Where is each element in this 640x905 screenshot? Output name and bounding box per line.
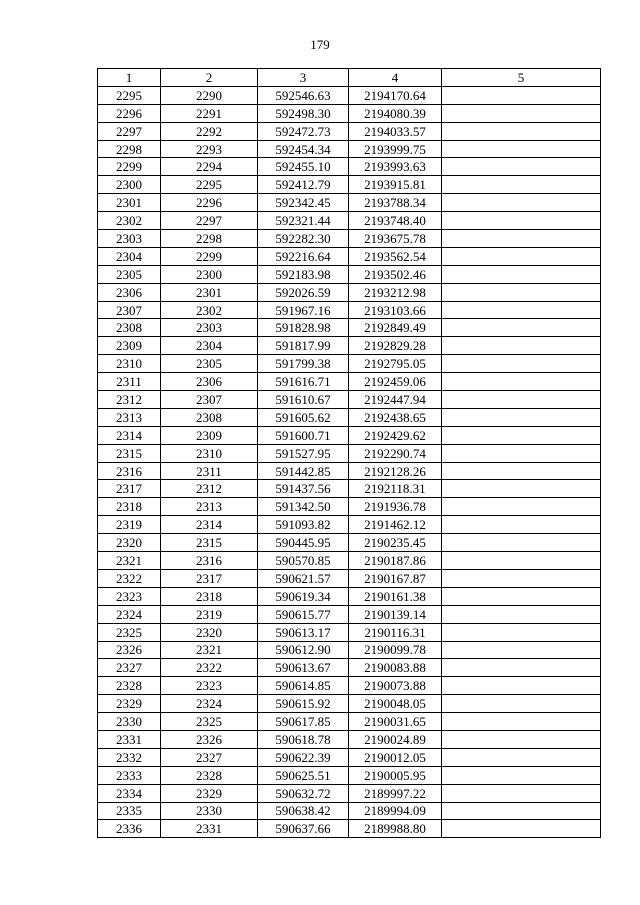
table-cell: 2316	[98, 462, 161, 480]
table-cell: 2193502.46	[349, 265, 442, 283]
table-cell: 2298	[161, 230, 258, 248]
table-row	[98, 766, 601, 784]
table-cell: 590570.85	[258, 552, 349, 570]
table-row	[98, 355, 601, 373]
table-cell	[442, 337, 601, 355]
header-cell: 5	[442, 69, 601, 87]
table-cell: 2190024.89	[349, 730, 442, 748]
table-cell: 2190187.86	[349, 552, 442, 570]
table-cell: 2327	[161, 748, 258, 766]
table-cell: 2320	[161, 623, 258, 641]
table-cell: 2302	[161, 301, 258, 319]
table-row	[98, 641, 601, 659]
table-row	[98, 516, 601, 534]
table-cell: 591093.82	[258, 516, 349, 534]
table-cell: 2192438.65	[349, 408, 442, 426]
table-row	[98, 212, 601, 230]
table-cell	[442, 677, 601, 695]
table-cell: 592472.73	[258, 122, 349, 140]
table-cell: 2325	[161, 713, 258, 731]
table-cell: 2299	[161, 247, 258, 265]
table-cell: 590637.66	[258, 820, 349, 838]
table-cell: 590614.85	[258, 677, 349, 695]
table-cell: 591799.38	[258, 355, 349, 373]
table-cell: 590625.51	[258, 766, 349, 784]
table-cell: 2310	[161, 444, 258, 462]
table-cell: 2334	[98, 784, 161, 802]
table-cell: 2192447.94	[349, 391, 442, 409]
table-cell: 590613.17	[258, 623, 349, 641]
table-cell	[442, 623, 601, 641]
table-cell: 2319	[161, 605, 258, 623]
table-cell: 2336	[98, 820, 161, 838]
table-cell: 2323	[98, 587, 161, 605]
table-cell	[442, 373, 601, 391]
table-cell: 2313	[98, 408, 161, 426]
table-cell: 590445.95	[258, 534, 349, 552]
table-row	[98, 194, 601, 212]
table-row	[98, 158, 601, 176]
table-row	[98, 569, 601, 587]
table-cell	[442, 802, 601, 820]
table-cell: 592321.44	[258, 212, 349, 230]
table-cell: 2300	[98, 176, 161, 194]
table-cell: 2303	[161, 319, 258, 337]
table-cell: 590615.77	[258, 605, 349, 623]
table-cell	[442, 552, 601, 570]
table-cell: 591527.95	[258, 444, 349, 462]
table-cell: 2193212.98	[349, 283, 442, 301]
table-cell: 2329	[161, 784, 258, 802]
table-cell	[442, 426, 601, 444]
table-cell: 2297	[161, 212, 258, 230]
table-row	[98, 480, 601, 498]
table-cell: 590618.78	[258, 730, 349, 748]
table-cell: 2309	[161, 426, 258, 444]
table-cell: 2189994.09	[349, 802, 442, 820]
table-cell: 592026.59	[258, 283, 349, 301]
table-cell: 2190005.95	[349, 766, 442, 784]
header-cell: 3	[258, 69, 349, 87]
table-cell: 2190083.88	[349, 659, 442, 677]
table-cell	[442, 247, 601, 265]
table-cell: 590632.72	[258, 784, 349, 802]
table-cell: 2330	[161, 802, 258, 820]
table-row	[98, 319, 601, 337]
table-cell	[442, 212, 601, 230]
table-row	[98, 86, 601, 104]
table-cell: 2194170.64	[349, 86, 442, 104]
table-cell: 592216.64	[258, 247, 349, 265]
table-row	[98, 730, 601, 748]
table-cell: 592498.30	[258, 104, 349, 122]
table-body	[98, 86, 601, 837]
table-cell: 2193788.34	[349, 194, 442, 212]
table-cell: 590619.34	[258, 587, 349, 605]
table-cell: 590638.42	[258, 802, 349, 820]
table-cell: 2335	[98, 802, 161, 820]
table-cell: 590613.67	[258, 659, 349, 677]
table-cell: 2304	[98, 247, 161, 265]
table-cell: 2192118.31	[349, 480, 442, 498]
table-cell: 2327	[98, 659, 161, 677]
table-cell: 590621.57	[258, 569, 349, 587]
table-cell	[442, 730, 601, 748]
table-cell: 2194080.39	[349, 104, 442, 122]
page-number: 179	[310, 37, 330, 52]
table-cell: 2326	[161, 730, 258, 748]
table-cell: 2301	[161, 283, 258, 301]
table-cell: 2193915.81	[349, 176, 442, 194]
table-cell: 2307	[161, 391, 258, 409]
table-cell	[442, 158, 601, 176]
table-cell: 2305	[98, 265, 161, 283]
table-cell: 2193748.40	[349, 212, 442, 230]
table-cell: 2328	[161, 766, 258, 784]
table-row	[98, 265, 601, 283]
table-cell: 2321	[161, 641, 258, 659]
table-cell: 2190139.14	[349, 605, 442, 623]
table-cell: 2298	[98, 140, 161, 158]
table-cell: 2315	[98, 444, 161, 462]
table-cell: 2313	[161, 498, 258, 516]
table-cell: 2192459.06	[349, 373, 442, 391]
table-cell: 2190099.78	[349, 641, 442, 659]
table-cell: 2301	[98, 194, 161, 212]
table-row	[98, 408, 601, 426]
table-cell: 591828.98	[258, 319, 349, 337]
table-cell: 592546.63	[258, 86, 349, 104]
table-cell	[442, 534, 601, 552]
table-cell: 2191936.78	[349, 498, 442, 516]
table-cell: 591442.85	[258, 462, 349, 480]
table-cell: 2309	[98, 337, 161, 355]
table-row	[98, 283, 601, 301]
table-row	[98, 695, 601, 713]
table-cell	[442, 516, 601, 534]
table-cell: 2328	[98, 677, 161, 695]
table-cell: 2189997.22	[349, 784, 442, 802]
table-cell: 2296	[98, 104, 161, 122]
table-row	[98, 552, 601, 570]
table-cell	[442, 355, 601, 373]
table-cell: 2319	[98, 516, 161, 534]
table-cell: 2193562.54	[349, 247, 442, 265]
table-cell: 2317	[98, 480, 161, 498]
table-row	[98, 587, 601, 605]
table-cell: 2192429.62	[349, 426, 442, 444]
table-cell: 2189988.80	[349, 820, 442, 838]
table-cell: 2322	[161, 659, 258, 677]
table-row	[98, 373, 601, 391]
table-cell: 590622.39	[258, 748, 349, 766]
table-cell: 2190161.38	[349, 587, 442, 605]
table-cell: 2303	[98, 230, 161, 248]
table-cell: 2316	[161, 552, 258, 570]
table-row	[98, 176, 601, 194]
table-cell: 2193675.78	[349, 230, 442, 248]
table-cell	[442, 140, 601, 158]
table-cell: 2308	[98, 319, 161, 337]
table-cell: 2308	[161, 408, 258, 426]
table-row	[98, 677, 601, 695]
table-cell	[442, 283, 601, 301]
table-cell: 2331	[98, 730, 161, 748]
header-row	[98, 69, 601, 87]
table-cell: 2305	[161, 355, 258, 373]
table-cell: 592412.79	[258, 176, 349, 194]
table-row	[98, 498, 601, 516]
table-cell: 592282.30	[258, 230, 349, 248]
table-cell: 592342.45	[258, 194, 349, 212]
table-cell: 2318	[161, 587, 258, 605]
table-cell: 592454.34	[258, 140, 349, 158]
table-row	[98, 337, 601, 355]
header-cell: 4	[349, 69, 442, 87]
table-row	[98, 623, 601, 641]
table-row	[98, 140, 601, 158]
table-cell	[442, 605, 601, 623]
table-cell	[442, 713, 601, 731]
table-cell: 2311	[161, 462, 258, 480]
table-cell: 2190048.05	[349, 695, 442, 713]
table-cell	[442, 122, 601, 140]
table-cell: 592455.10	[258, 158, 349, 176]
table-cell: 2324	[161, 695, 258, 713]
table-cell	[442, 766, 601, 784]
table-cell	[442, 104, 601, 122]
table-cell: 2317	[161, 569, 258, 587]
table-cell	[442, 230, 601, 248]
table-cell: 590615.92	[258, 695, 349, 713]
table-row	[98, 713, 601, 731]
table-cell: 2320	[98, 534, 161, 552]
table-cell	[442, 784, 601, 802]
table-cell: 2330	[98, 713, 161, 731]
table-row	[98, 534, 601, 552]
table-cell: 2299	[98, 158, 161, 176]
table-row	[98, 104, 601, 122]
table-cell	[442, 659, 601, 677]
table-cell: 591817.99	[258, 337, 349, 355]
table-cell	[442, 408, 601, 426]
table-cell: 591437.56	[258, 480, 349, 498]
table-cell: 2325	[98, 623, 161, 641]
table-row	[98, 659, 601, 677]
table-cell: 2310	[98, 355, 161, 373]
table-cell: 2190167.87	[349, 569, 442, 587]
table-row	[98, 605, 601, 623]
table-cell: 2190235.45	[349, 534, 442, 552]
table-cell: 2311	[98, 373, 161, 391]
table-cell	[442, 462, 601, 480]
table-cell: 592183.98	[258, 265, 349, 283]
table-cell: 2296	[161, 194, 258, 212]
table-cell: 2193999.75	[349, 140, 442, 158]
table-cell: 2329	[98, 695, 161, 713]
header-cell: 2	[161, 69, 258, 87]
table-cell: 2332	[98, 748, 161, 766]
table-header	[98, 69, 601, 87]
table-cell: 591342.50	[258, 498, 349, 516]
table-cell: 2190116.31	[349, 623, 442, 641]
table-cell: 2318	[98, 498, 161, 516]
table-row	[98, 784, 601, 802]
table-cell: 2306	[98, 283, 161, 301]
table-cell: 2192795.05	[349, 355, 442, 373]
table-cell	[442, 695, 601, 713]
table-cell	[442, 301, 601, 319]
table-cell: 2190073.88	[349, 677, 442, 695]
table-cell: 2321	[98, 552, 161, 570]
table-cell: 2322	[98, 569, 161, 587]
table-cell: 2193103.66	[349, 301, 442, 319]
table-cell: 591600.71	[258, 426, 349, 444]
table-cell: 2290	[161, 86, 258, 104]
table-row	[98, 230, 601, 248]
table-cell: 2291	[161, 104, 258, 122]
table-cell	[442, 498, 601, 516]
table-cell	[442, 480, 601, 498]
table-cell: 2192829.28	[349, 337, 442, 355]
table-cell: 2191462.12	[349, 516, 442, 534]
table-cell	[442, 569, 601, 587]
table-cell	[442, 587, 601, 605]
table-cell: 2194033.57	[349, 122, 442, 140]
table-row	[98, 820, 601, 838]
table-cell	[442, 319, 601, 337]
table-cell	[442, 748, 601, 766]
table-cell: 2192128.26	[349, 462, 442, 480]
table-cell: 2333	[98, 766, 161, 784]
table-cell: 2314	[98, 426, 161, 444]
table-cell: 2326	[98, 641, 161, 659]
table-cell: 2294	[161, 158, 258, 176]
table-cell: 2314	[161, 516, 258, 534]
table-cell: 2190012.05	[349, 748, 442, 766]
table-cell: 590617.85	[258, 713, 349, 731]
table-cell: 591967.16	[258, 301, 349, 319]
table-cell	[442, 820, 601, 838]
table-cell: 2306	[161, 373, 258, 391]
table-cell	[442, 86, 601, 104]
table-row	[98, 391, 601, 409]
table-cell	[442, 194, 601, 212]
table-cell: 2300	[161, 265, 258, 283]
table-row	[98, 247, 601, 265]
table-cell: 2302	[98, 212, 161, 230]
table-row	[98, 802, 601, 820]
table-cell: 2190031.65	[349, 713, 442, 731]
table-cell: 2295	[98, 86, 161, 104]
table-row	[98, 301, 601, 319]
table-row	[98, 462, 601, 480]
table-cell: 2323	[161, 677, 258, 695]
table-cell: 2304	[161, 337, 258, 355]
coordinates-table	[97, 68, 601, 838]
table-cell: 2324	[98, 605, 161, 623]
table-cell	[442, 444, 601, 462]
table-cell: 2192290.74	[349, 444, 442, 462]
table-row	[98, 122, 601, 140]
table-row	[98, 444, 601, 462]
table-cell: 2293	[161, 140, 258, 158]
table-row	[98, 748, 601, 766]
table-cell	[442, 176, 601, 194]
table-cell: 591610.67	[258, 391, 349, 409]
table-cell	[442, 265, 601, 283]
table-cell: 2331	[161, 820, 258, 838]
table-cell: 2193993.63	[349, 158, 442, 176]
table-cell: 591616.71	[258, 373, 349, 391]
table-row	[98, 426, 601, 444]
table-cell: 2297	[98, 122, 161, 140]
table-cell: 2292	[161, 122, 258, 140]
table-cell	[442, 641, 601, 659]
table-cell: 590612.90	[258, 641, 349, 659]
header-cell: 1	[98, 69, 161, 87]
table-cell	[442, 391, 601, 409]
table-cell: 591605.62	[258, 408, 349, 426]
table-cell: 2192849.49	[349, 319, 442, 337]
table-cell: 2312	[161, 480, 258, 498]
table-cell: 2312	[98, 391, 161, 409]
table-cell: 2295	[161, 176, 258, 194]
table-cell: 2307	[98, 301, 161, 319]
table-cell: 2315	[161, 534, 258, 552]
